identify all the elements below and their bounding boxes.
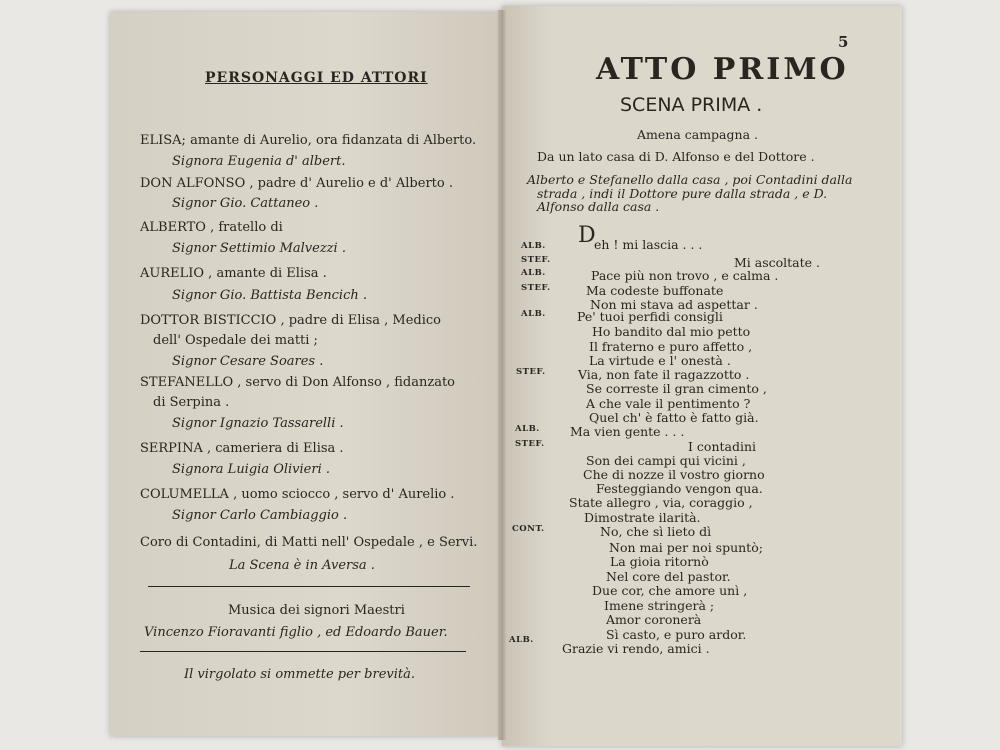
dialogue-line: La gioia ritornò: [610, 554, 709, 569]
act-title: ATTO PRIMO: [596, 52, 849, 87]
dialogue-line: Son dei campi qui vicini ,: [586, 453, 746, 468]
music-credit-2: Vincenzo Fioravanti figlio , ed Edoardo Bauer.: [144, 625, 448, 640]
dialogue-line: Se correste il gran cimento ,: [586, 381, 767, 396]
footnote: Il virgolato si ommette per brevità.: [184, 667, 415, 682]
setting-line-2: Da un lato casa di D. Alfonso e del Dottore .: [537, 149, 815, 164]
cast-actor-alberto: Signor Settimio Malvezzi .: [172, 241, 346, 256]
dialogue-line: Imene stringerà ;: [604, 598, 715, 613]
dialogue-line: Amor coronerà: [606, 612, 702, 627]
speaker-label: ALB.: [521, 241, 546, 251]
speaker-label: STEF.: [521, 255, 551, 265]
cast-actor-columella: Signor Carlo Cambiaggio .: [172, 508, 348, 523]
cast-role-bisticcio-2: dell' Ospedale dei matti ;: [153, 333, 318, 348]
dialogue-line: eh ! mi lascia . . .: [594, 237, 703, 252]
dialogue-line: Ma vien gente . . .: [570, 424, 685, 439]
dialogue-line: La virtude e l' onestà .: [589, 353, 731, 368]
cast-heading: PERSONAGGI ED ATTORI: [205, 70, 428, 86]
cast-actor-serpina: Signora Luigia Olivieri .: [172, 462, 331, 477]
cast-role-elisa: ELISA; amante di Aurelio, ora fidanzata di Alberto.: [140, 133, 477, 148]
chorus-line: Coro di Contadini, di Matti nell' Ospedale , e Servi.: [140, 535, 478, 550]
cast-role-bisticcio: DOTTOR BISTICCIO , padre di Elisa , Medico: [140, 313, 441, 328]
cast-role-serpina: SERPINA , cameriera di Elisa .: [140, 441, 344, 456]
dialogue-line: Mi ascoltate .: [734, 255, 821, 270]
dialogue-line: Che di nozze il vostro giorno: [583, 467, 765, 482]
speaker-label: ALB.: [521, 309, 546, 319]
page-number: 5: [838, 33, 849, 51]
dialogue-line: Festeggiando vengon qua.: [596, 481, 763, 496]
scene-location: La Scena è in Aversa .: [229, 558, 375, 573]
speaker-label: STEF.: [521, 283, 551, 293]
drop-cap: D: [578, 223, 596, 248]
dialogue-line: Ma codeste buffonate: [586, 283, 724, 298]
cast-actor-elisa: Signora Eugenia d' albert.: [172, 154, 346, 169]
music-credit-1: Musica dei signori Maestri: [228, 603, 405, 618]
dialogue-line: Ho bandito dal mio petto: [592, 324, 751, 339]
dialogue-line: Quel ch' è fatto è fatto già.: [589, 410, 759, 425]
speaker-label: STEF.: [515, 439, 545, 449]
dialogue-line: Pe' tuoi perfidi consigli: [577, 309, 723, 324]
speaker-label: ALB.: [509, 635, 534, 645]
cast-actor-aurelio: Signor Gio. Battista Bencich .: [172, 288, 367, 303]
speaker-label: STEF.: [516, 367, 546, 377]
book-gutter: [498, 10, 506, 740]
divider-top: [148, 586, 470, 587]
speaker-label: CONT.: [512, 524, 545, 534]
cast-role-alfonso: DON ALFONSO , padre d' Aurelio e d' Alberto .: [140, 176, 453, 191]
dialogue-line: I contadini: [688, 439, 757, 454]
dialogue-line: Il fraterno e puro affetto ,: [589, 339, 753, 354]
scene-title: SCENA PRIMA .: [620, 94, 763, 116]
cast-role-columella: COLUMELLA , uomo sciocco , servo d' Aurelio .: [140, 487, 455, 502]
divider-bottom: [140, 651, 466, 652]
dialogue-line: Pace più non trovo , e calma .: [591, 268, 779, 283]
cast-role-stefanello-2: di Serpina .: [153, 395, 230, 410]
dialogue-line: Non mai per noi spuntò;: [609, 540, 763, 555]
dialogue-line: Non mi stava ad aspettar .: [590, 297, 758, 312]
dialogue-line: A che vale il pentimento ?: [586, 396, 751, 411]
dialogue-line: Grazie vi rendo, amici .: [562, 641, 710, 656]
setting-line-1: Amena campagna .: [637, 127, 758, 142]
cast-actor-alfonso: Signor Gio. Cattaneo .: [172, 196, 319, 211]
dialogue-line: Sì casto, e puro ardor.: [606, 627, 747, 642]
cast-role-aurelio: AURELIO , amante di Elisa .: [140, 266, 327, 281]
dialogue-line: Nel core del pastor.: [606, 569, 731, 584]
dialogue-line: State allegro , via, coraggio ,: [569, 495, 753, 510]
cast-role-alberto: ALBERTO , fratello di: [140, 220, 283, 235]
cast-actor-bisticcio: Signor Cesare Soares .: [172, 354, 324, 369]
speaker-label: ALB.: [521, 268, 546, 278]
cast-actor-stefanello: Signor Ignazio Tassarelli .: [172, 416, 344, 431]
dialogue-line: Via, non fate il ragazzotto .: [578, 367, 750, 382]
stage-direction-2: strada , indi il Dottore pure dalla strada , e D.: [537, 186, 828, 201]
stage-direction-3: Alfonso dalla casa .: [537, 199, 660, 214]
dialogue-line: Dimostrate ilarità.: [584, 510, 701, 525]
cast-role-stefanello: STEFANELLO , servo di Don Alfonso , fidanzato: [140, 375, 455, 390]
dialogue-line: No, che sì lieto dì: [600, 524, 712, 539]
dialogue-line: Due cor, che amore unì ,: [592, 583, 748, 598]
speaker-label: ALB.: [515, 424, 540, 434]
stage-direction-1: Alberto e Stefanello dalla casa , poi Contadini dalla: [527, 172, 853, 187]
